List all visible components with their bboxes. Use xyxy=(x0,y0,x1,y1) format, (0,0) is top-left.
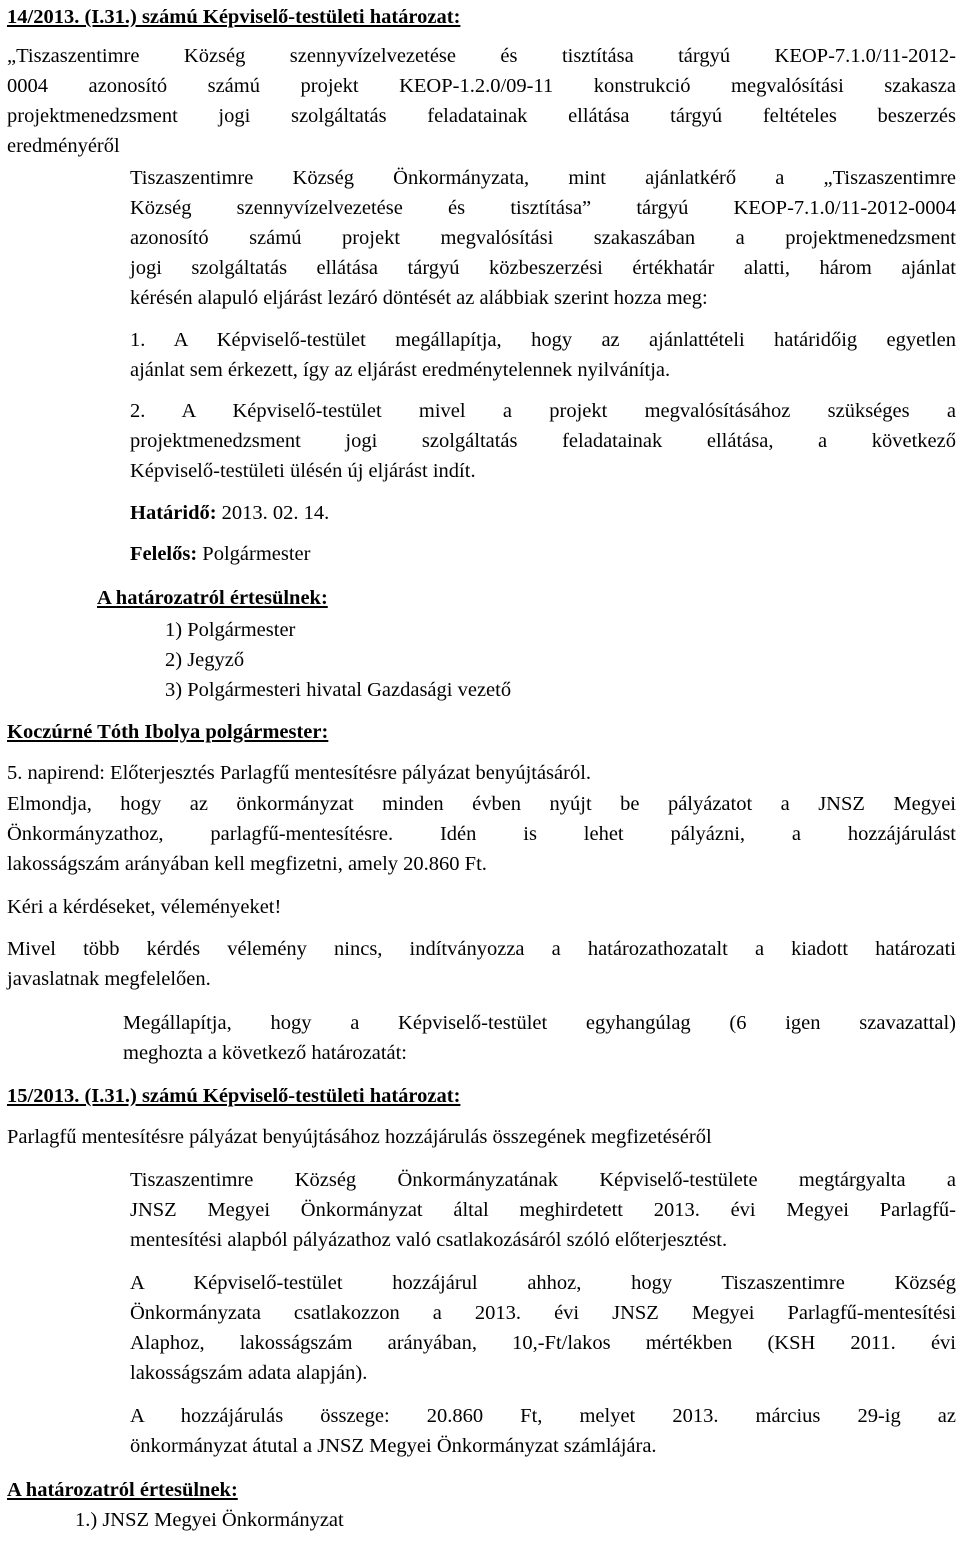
subject-line: 0004 azonosító számú projekt KEOP-1.2.0/09-11 konstrukció megvalósítási szakasza xyxy=(7,75,956,97)
notify-item: 3) Polgármesteri hivatal Gazdasági vezető xyxy=(165,679,512,701)
resolution-15-para-1 xyxy=(130,1165,956,1255)
resolution-15-para-2 xyxy=(130,1268,956,1388)
notify-list xyxy=(165,615,511,705)
point-line: Képviselő-testületi ülésén új eljárást indít. xyxy=(130,460,476,482)
point-line: 2. A Képviselő-testület mivel a projekt megvalósításához szükséges a xyxy=(130,400,956,422)
subject-line: projektmenedzsment jogi szolgáltatás feladatainak ellátása tárgyú feltételes beszerzés xyxy=(7,105,956,127)
responsible-label: Felelős: xyxy=(130,543,198,565)
speech-line: Önkormányzathoz, parlagfű-mentesítésre. Idén is lehet pályázni, a hozzájárulást xyxy=(7,823,956,845)
intro-line: kérésén alapuló eljárást lezáró döntését az alábbiak szerint hozza meg: xyxy=(130,287,708,309)
resolution-15-para-3 xyxy=(130,1401,956,1461)
notify-item: 2) Jegyző xyxy=(165,649,245,671)
point-line: 1. A Képviselő-testület megállapítja, hogy az ajánlattételi határidőig egyetlen xyxy=(130,329,956,351)
deadline-value: 2013. 02. 14. xyxy=(221,502,330,524)
para-line: Tiszaszentimre Község Önkormányzatának Képviselő-testülete megtárgyalta a xyxy=(130,1169,956,1191)
agenda-item: 5. napirend: Előterjesztés Parlagfű mentesítésre pályázat benyújtásáról. xyxy=(7,762,592,784)
para-line: A hozzájárulás összege: 20.860 Ft, melyet 2013. március 29-ig az xyxy=(130,1405,956,1427)
speech-line: lakosságszám arányában kell megfizetni, amely 20.860 Ft. xyxy=(7,853,487,875)
resolution-14-point-1 xyxy=(130,325,956,385)
point-line: ajánlat sem érkezett, így az eljárást eredménytelennek nyilvánítja. xyxy=(130,359,671,381)
intro-line: azonosító számú projekt megvalósítási szakaszában a projektmenedzsment xyxy=(130,227,956,249)
motion-line: javaslatnak megfelelően. xyxy=(7,968,211,990)
notify-item: 1) Polgármester xyxy=(165,619,296,641)
para-line: mentesítési alapból pályázathoz való csatlakozásáról szóló előterjesztést. xyxy=(130,1229,728,1251)
vote-line: Megállapítja, hogy a Képviselő-testület egyhangúlag (6 igen szavazattal) xyxy=(123,1012,956,1034)
resolution-15-notify-item: 1.) JNSZ Megyei Önkormányzat xyxy=(75,1509,344,1531)
responsible xyxy=(130,539,310,569)
notify-heading: A határozatról értesülnek: xyxy=(97,587,328,609)
resolution-14-title: 14/2013. (I.31.) számú Képviselő-testületi határozat: xyxy=(7,6,461,28)
resolution-14-subject xyxy=(7,41,956,161)
motion-paragraph xyxy=(7,934,956,994)
resolution-15-notify-heading: A határozatról értesülnek: xyxy=(7,1479,238,1501)
speaker-heading: Koczúrné Tóth Ibolya polgármester: xyxy=(7,721,329,743)
para-line: JNSZ Megyei Önkormányzat által meghirdetett 2013. évi Megyei Parlagfű- xyxy=(130,1199,956,1221)
para-line: önkormányzat átutal a JNSZ Megyei Önkormányzat számlájára. xyxy=(130,1435,657,1457)
para-line: A Képviselő-testület hozzájárul ahhoz, hogy Tiszaszentimre Község xyxy=(130,1272,956,1294)
resolution-14-point-2 xyxy=(130,396,956,486)
resolution-15-title: 15/2013. (I.31.) számú Képviselő-testületi határozat: xyxy=(7,1085,461,1107)
point-line: projektmenedzsment jogi szolgáltatás feladatainak ellátása, a következő xyxy=(130,430,956,452)
resolution-14-intro xyxy=(130,163,956,313)
deadline-label: Határidő: xyxy=(130,502,217,524)
deadline xyxy=(130,498,329,528)
speech-line: Elmondja, hogy az önkormányzat minden évben nyújt be pályázatot a JNSZ Megyei xyxy=(7,793,956,815)
ask-line: Kéri a kérdéseket, véleményeket! xyxy=(7,896,282,918)
subject-line: „Tiszaszentimre Község szennyvízelvezetése és tisztítása tárgyú KEOP-7.1.0/11-2012- xyxy=(7,45,956,67)
intro-line: jogi szolgáltatás ellátása tárgyú közbeszerzési értékhatár alatti, három ajánlat xyxy=(130,257,956,279)
motion-line: Mivel több kérdés vélemény nincs, indítványozza a határozathozatalt a kiadott határozati xyxy=(7,938,956,960)
para-line: Alaphoz, lakosságszám arányában, 10,-Ft/lakos mértékben (KSH 2011. évi xyxy=(130,1332,956,1354)
resolution-15-subject: Parlagfű mentesítésre pályázat benyújtásához hozzájárulás összegének megfizetéséről xyxy=(7,1126,712,1148)
speech-paragraph xyxy=(7,789,956,879)
para-line: Önkormányzata csatlakozzon a 2013. évi JNSZ Megyei Parlagfű-mentesítési xyxy=(130,1302,956,1324)
intro-line: Tiszaszentimre Község Önkormányzata, mint ajánlatkérő a „Tiszaszentimre xyxy=(130,167,956,189)
vote-paragraph xyxy=(123,1008,956,1068)
subject-line: eredményéről xyxy=(7,135,120,157)
para-line: lakosságszám adata alapján). xyxy=(130,1362,368,1384)
intro-line: Község szennyvízelvezetése és tisztítása” tárgyú KEOP-7.1.0/11-2012-0004 xyxy=(130,197,956,219)
vote-line: meghozta a következő határozatát: xyxy=(123,1042,408,1064)
responsible-value: Polgármester xyxy=(202,543,311,565)
